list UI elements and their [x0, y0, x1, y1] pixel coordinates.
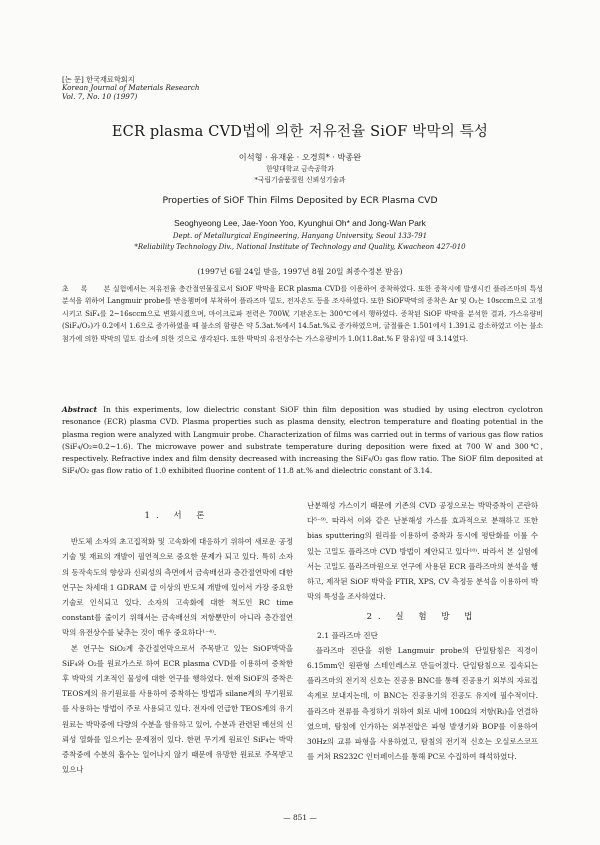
abstract-ko-label: 초록 [62, 285, 100, 293]
journal-header [62, 76, 200, 101]
section-1-paragraph-2: 본 연구는 SiO₂계 층간절연막으로서 주목받고 있는 SiOF박막을 SiF₄와 O₂를 원료가스로 하여 ECR plasma CVD를 이용하여 증착한 후 박막의 기초적인 물성에 대한 연구를 행하였다. 현재 SiOF의 증착은 TEOS계의 유기원료를 사용하여 증착하는 방법과 silane계의 무기원료를 사용하는 방법이 주로 사용되고 있다. 전자에 언급한 TEOS계의 유기원료는 박막중에 다량의 수분을 함유하고 있어, 수분과 관련된 배선의 신뢰성 열화를 일으키는 문제점이 있다. 한편 무기계 원료인 SiF₄는 박막증착중에 수분의 흡수는 일어나지 않기 때문에 유망한 원료로 주목받고 있으나 [62, 643, 293, 775]
section-1-paragraph-1: 반도체 소자의 초고집적화 및 고속화에 대응하기 위하여 새로운 공정기술 및 재료의 개발이 필연적으로 중요한 문제가 되고 있다. 특히 소자의 동작속도의 향상과 신뢰성의 측면에서 금속배선과 층간절연막에 대한 연구는 차세대 1 GDRAM 급 이상의 반도체 개발에 있어서 가장 중요한 기술로 인식되고 있다. 소자의 고속화에 대한 척도인 RC time constant를 줄이기 위해서는 금속배선의 저항뿐만이 아니라 층간절연막의 유전상수를 낮추는 것이 매우 중요하다¹⁻⁴⁾. [62, 537, 293, 638]
affiliations-korean [0, 164, 600, 185]
title-korean: ECR plasma CVD법에 의한 저유전율 SiOF 박막의 특성 [111, 124, 489, 140]
title-english: Properties of SiOF Thin Films Deposited by ECR Plasma CVD [162, 195, 438, 206]
abstract-en-label: Abstract [62, 405, 98, 414]
affiliation-en-2: *Reliability Technology Div., National Institute of Technology and Quality, Kwacheon 427-010 [134, 243, 466, 251]
journal-name-en: Korean Journal of Materials Research [62, 83, 200, 93]
page-number: — 851 — [283, 813, 317, 822]
left-column [62, 509, 293, 777]
section-1-continuation: 난분해성 가스이기 때문에 기존의 CVD 공정으로는 박막증착이 곤란하다⁵⁻⁹⁾. 따라서 이와 같은 난분해성 가스를 효과적으로 분해하고 또한 bias sputtering의 원리를 이용하여 증착과 동시에 평탄화를 이룰 수 있는 고밀도 플라즈마 CVD 방법이 제안되고 있다¹⁰⁾. 따라서 본 실험에서는 고밀도 플라즈마원으로 연구에 사용된 ECR 플라즈마의 분석을 행하고, 제작된 SiOF 박막을 FTIR, XPS, CV 측정등 분석을 이용하여 박막의 특성을 조사하였다. [307, 501, 538, 602]
affiliations-english [0, 231, 600, 253]
section-1-heading: 1. 서 론 [144, 511, 211, 521]
abstract-english [62, 404, 543, 478]
section-2-heading: 2. 실 험 방 법 [366, 612, 479, 623]
affiliation-en-1: Dept. of Metallurgical Engineering, Hanyang University, Seoul 133-791 [172, 232, 428, 240]
abstract-korean [62, 283, 543, 345]
received-dates: (1997년 6월 24일 받음, 1997년 8월 20일 최종수정본 받음) [197, 267, 403, 276]
section-2-paragraph-1: 플라즈마 진단을 위한 Langmuir probe의 단일탐침은 직경이 6.15mm인 원판형 스테인레스로 만들어졌다. 단일탐침으로 집속되는 플라즈마의 전기적 신호는 진공용 BNC를 통해 진공용기 외부의 자료집속계로 보내지는데, 이 BNC는 진공용기의 진공도 유지에 필수적이다. 플라즈마 전류를 측정하기 위하여 회로 내에 100Ω의 저항(Rₗ)을 연결하였으며, 탐침에 인가하는 외부전압은 파형 발생기와 BOP를 이용하여 30Hz의 교류 파형을 사용하였고, 탐침의 전기적 신호는 오실로스코프를 거쳐 RS232C 인터페이스를 통해 PC로 수집하여 해석하였다. [307, 645, 538, 762]
affiliation-ko-2: *국립기술품질원 신뢰성기술과 [254, 175, 346, 184]
authors-english: Seoghyeong Lee, Jae-Yoon Yoo, Kyunghui Oh* and Jong-Wan Park [174, 218, 426, 228]
authors-korean: 이석형 · 유재윤 · 오경희* · 박종완 [238, 152, 362, 162]
subsection-2-1-heading: 2.1 플라즈마 진단 [317, 630, 378, 640]
abstract-en-text: In this experiments, low dielectric constant SiOF thin film deposition was studied by using electron cyclotron resonance (ECR) plasma CVD. Plasma properties such as plasma density, electron temperature and floating potential in the plasma region were analyzed with Langmuir probe. Characterization of films was carried out in terms of various gas flow ratios (SiF₄/O₂=0.2~1.6). The microwave power and substrate temperature during deposition were fixed at 700 W and 300℃, respectively. Refractive index and film density decreased with increasing the SiF₄/O₂ gas flow ratio. The SiOF film deposited at SiF₄/O₂ gas flow ratio of 1.0 exhibited fluorine content of 11.8 at.% and dielectric constant of 3.14. [62, 405, 543, 476]
abstract-ko-text: 본 실험에서는 저유전율 층간절연물질로서 SiOF 박막을 ECR plasma CVD를 이용하여 증착하였다. 또한 증착시에 발생시킨 플라즈마의 특성 분석을 위하여 Langmuir probe를 반응챔버에 부착하여 플라즈마 밀도, 전자온도 등을 조사하였다. 또한 SiOF박막의 증착은 Ar 및 O₂는 10sccm으로 고정시키고 SiF₄를 2~16sccm으로 변화시켰으며, 마이크로파 전력은 700W, 기판온도는 300℃에서 행하였다. 증착된 SiOF 박막을 분석한 결과, 가스유량비(SiF₄/O₂)가 0.2에서 1.6으로 증가하였을 때 불소의 함량은 약 5.3at.%에서 14.5at.%로 증가하였으며, 굴절률은 1.501에서 1.391로 감소하였고 이는 불소 첨가에 의한 박막의 밀도 감소에 의한 것으로 생각된다. 또한 박막의 유전상수는 가스유량비가 1.0(11.8at.% F 함유)일 때 3.14였다. [62, 285, 543, 343]
affiliation-ko-1: 한양대학교 금속공학과 [266, 165, 334, 173]
journal-name-ko: [논 문] 한국재료학회지 [62, 75, 135, 84]
journal-volume: Vol. 7, No. 10 (1997) [62, 91, 138, 101]
right-column [307, 498, 538, 764]
